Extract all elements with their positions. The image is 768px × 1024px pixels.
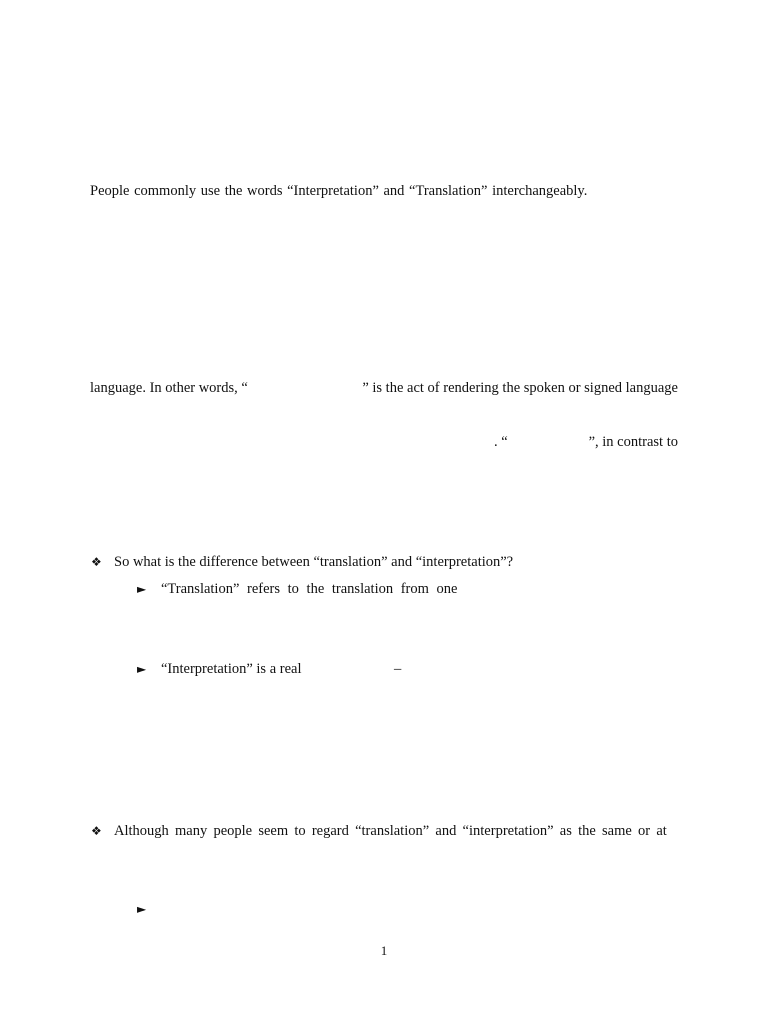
diamond-bullet-icon: ❖ — [91, 824, 102, 838]
bullet-although — [114, 822, 678, 840]
sub-bullet-translation — [161, 580, 460, 598]
arrow-bullet-icon: ► — [137, 582, 147, 596]
arrow-bullet-icon: ► — [137, 902, 147, 916]
arrow-bullet-icon: ► — [137, 662, 147, 676]
sub-bullet-interpretation-dash — [394, 660, 401, 678]
diamond-bullet-icon: ❖ — [91, 555, 102, 569]
sub-bullet-translation-text: “Translation” refers to the translation from one — [161, 581, 458, 597]
bullet-question — [114, 553, 513, 571]
paragraph-intro-text: People commonly use the words “Interpretation” and “Translation” interchangeably. — [90, 183, 588, 199]
sub-bullet-interpretation — [161, 660, 302, 678]
paragraph-definition-line — [90, 379, 678, 397]
bullet-although-text: Although many people seem to regard “translation” and “interpretation” as the same or at — [114, 823, 667, 839]
definition-line-end: ” is the act of rendering the spoken or signed language — [362, 380, 678, 396]
paragraph-intro — [90, 182, 612, 200]
definition-line-start: language. In other words, “ — [90, 380, 248, 396]
bullet-question-text: So what is the difference between “translation” and “interpretation”? — [114, 554, 514, 570]
paragraph-contrast-end — [583, 433, 678, 451]
sub-bullet-interpretation-text: “Interpretation” is a real — [161, 661, 302, 677]
paragraph-contrast-start — [494, 433, 508, 451]
page-number: 1 — [380, 943, 388, 958]
contrast-line-end: ”, in contrast to — [588, 434, 678, 450]
dash-text: – — [394, 661, 402, 677]
contrast-line-start: . “ — [494, 434, 508, 450]
